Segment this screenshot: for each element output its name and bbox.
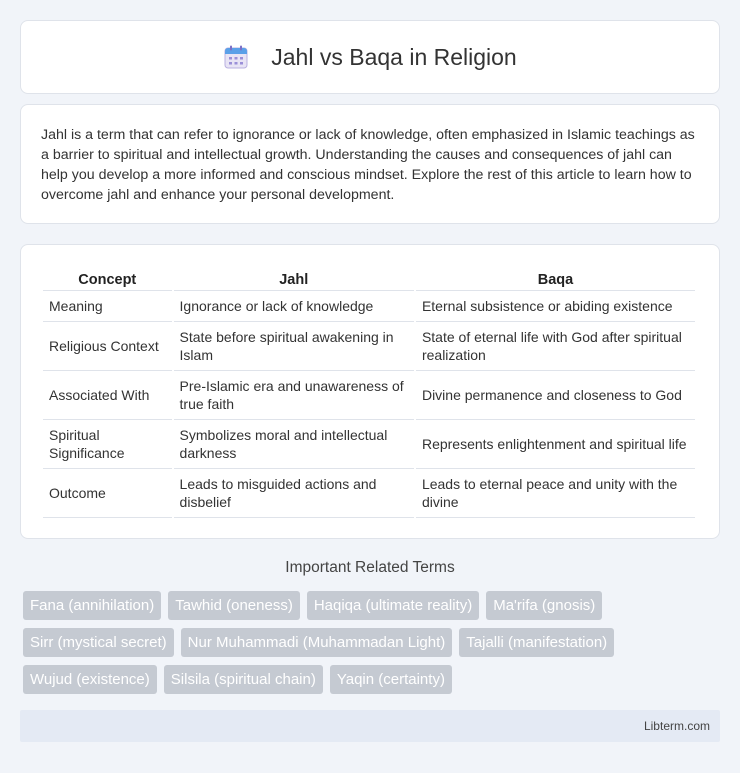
related-term-tag[interactable]: Wujud (existence) [23,665,157,694]
table-row [43,420,695,469]
table-cell: State before spiritual awakening in Islam [174,322,414,371]
table-row [43,469,695,518]
related-term-tag[interactable]: Ma'rifa (gnosis) [486,591,602,620]
column-header-baqa: Baqa [416,265,695,291]
comparison-table [41,265,697,518]
related-term-tag[interactable]: Nur Muhammadi (Muhammadan Light) [181,628,453,657]
related-term-tag[interactable]: Haqiqa (ultimate reality) [307,591,479,620]
related-term-tag[interactable]: Tajalli (manifestation) [459,628,614,657]
related-term-tag[interactable]: Sirr (mystical secret) [23,628,174,657]
comparison-table-card [20,244,720,539]
intro-paragraph: Jahl is a term that can refer to ignorance or lack of knowledge, often emphasized in Islamic teachings as a barrier to spiritual and intellectual growth. Understanding the causes and consequences of jahl can help you develop a more informed and conscious mindset. Explore the rest of this article to learn how to overcome jahl and enhance your personal development. [41,127,695,203]
table-cell: Ignorance or lack of knowledge [174,291,414,322]
footer [20,710,720,742]
column-header-jahl: Jahl [174,265,414,291]
table-row [43,322,695,371]
intro-card [20,104,720,224]
table-header-row [43,265,695,291]
related-terms-list [23,591,723,694]
column-header-concept: Concept [43,265,172,291]
table-row [43,291,695,322]
related-term-tag[interactable]: Yaqin (certainty) [330,665,452,694]
table-cell: Eternal subsistence or abiding existence [416,291,695,322]
footer-site-link[interactable]: Libterm.com [643,719,710,733]
table-cell: Outcome [43,469,172,518]
table-cell: Leads to misguided actions and disbelief [174,469,414,518]
page-title: Jahl vs Baqa in Religion [271,43,517,70]
related-term-tag[interactable]: Fana (annihilation) [23,591,161,620]
table-cell: Represents enlightenment and spiritual life [416,420,695,469]
table-cell: Religious Context [43,322,172,371]
related-terms-title: Important Related Terms [285,559,455,576]
calendar-icon [223,44,249,70]
table-cell: Meaning [43,291,172,322]
table-cell: Divine permanence and closeness to God [416,371,695,420]
related-term-tag[interactable]: Tawhid (oneness) [168,591,300,620]
header-card [20,20,720,94]
related-term-tag[interactable]: Silsila (spiritual chain) [164,665,323,694]
table-row [43,371,695,420]
table-cell: Symbolizes moral and intellectual darkness [174,420,414,469]
table-cell: Pre-Islamic era and unawareness of true faith [174,371,414,420]
table-cell: Spiritual Significance [43,420,172,469]
table-cell: Leads to eternal peace and unity with the divine [416,469,695,518]
table-cell: Associated With [43,371,172,420]
table-cell: State of eternal life with God after spiritual realization [416,322,695,371]
